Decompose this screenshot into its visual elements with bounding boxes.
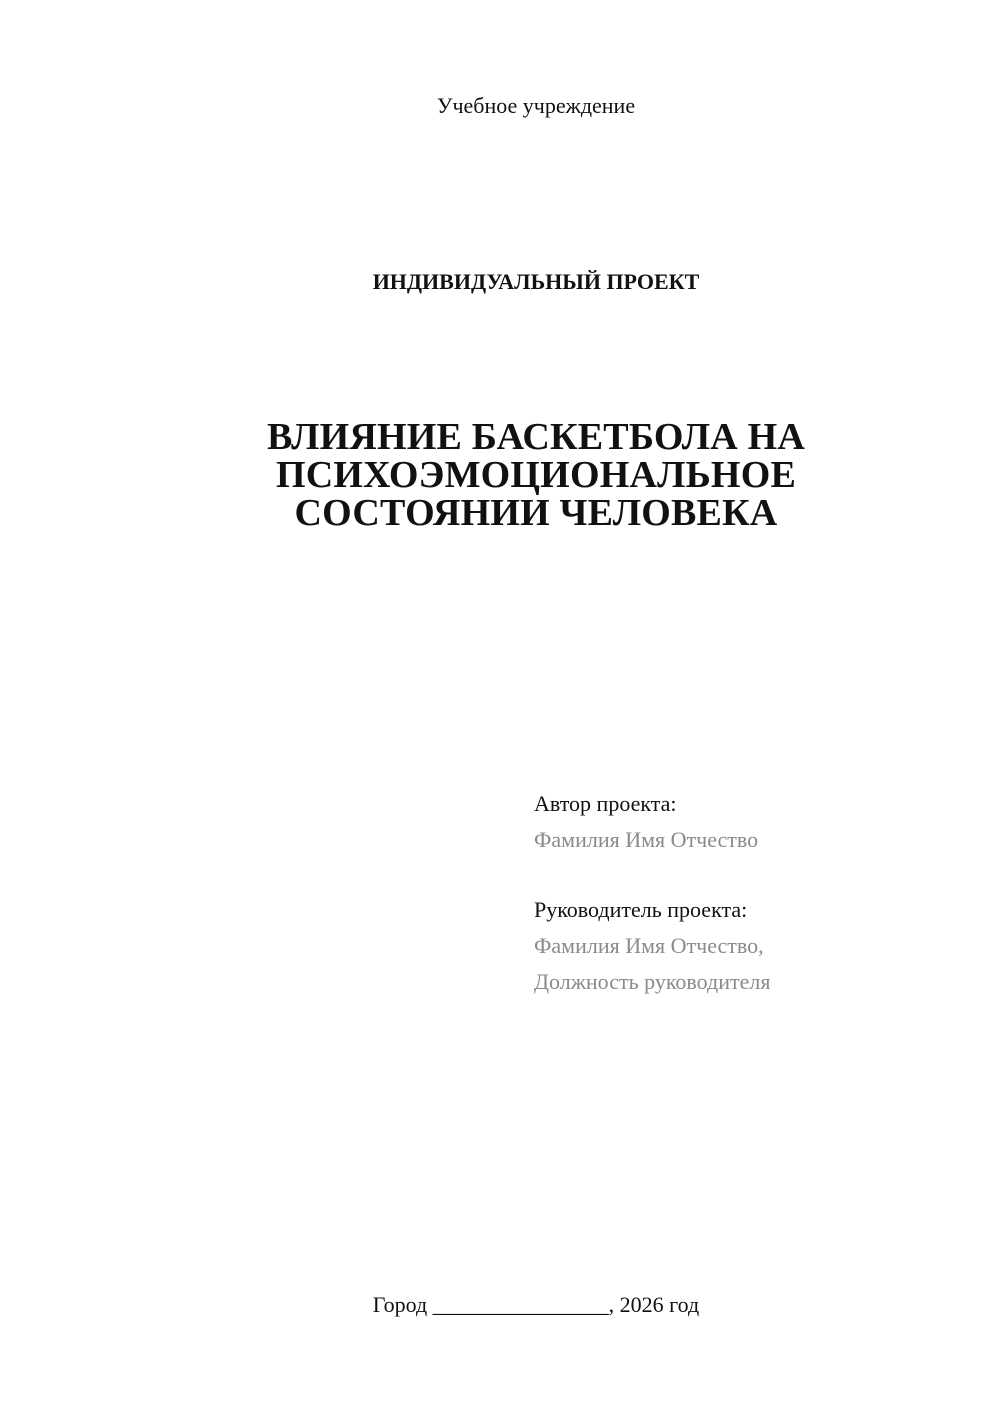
project-info-block [534, 786, 974, 1000]
document-title [236, 418, 836, 532]
author-name-placeholder: Фамилия Имя Отчество [534, 827, 759, 852]
title-line: СОСТОЯНИИ ЧЕЛОВЕКА [294, 492, 778, 534]
supervisor-label: Руководитель проекта: [534, 897, 748, 922]
author-label: Автор проекта: [534, 791, 677, 816]
title-line: ПСИХОЭМОЦИОНАЛЬНОЕ [276, 454, 796, 496]
supervisor-name-placeholder: Фамилия Имя Отчество, [534, 933, 764, 958]
supervisor-position-placeholder: Должность руководителя [534, 969, 771, 994]
document-type: ИНДИВИДУАЛЬНЫЙ ПРОЕКТ [372, 269, 700, 294]
city-year-line: Город ________________, 2026 год [372, 1292, 700, 1317]
institution-name: Учебное учреждение [436, 93, 636, 118]
spacer [534, 858, 974, 892]
title-line: ВЛИЯНИЕ БАСКЕТБОЛА НА [266, 416, 806, 458]
